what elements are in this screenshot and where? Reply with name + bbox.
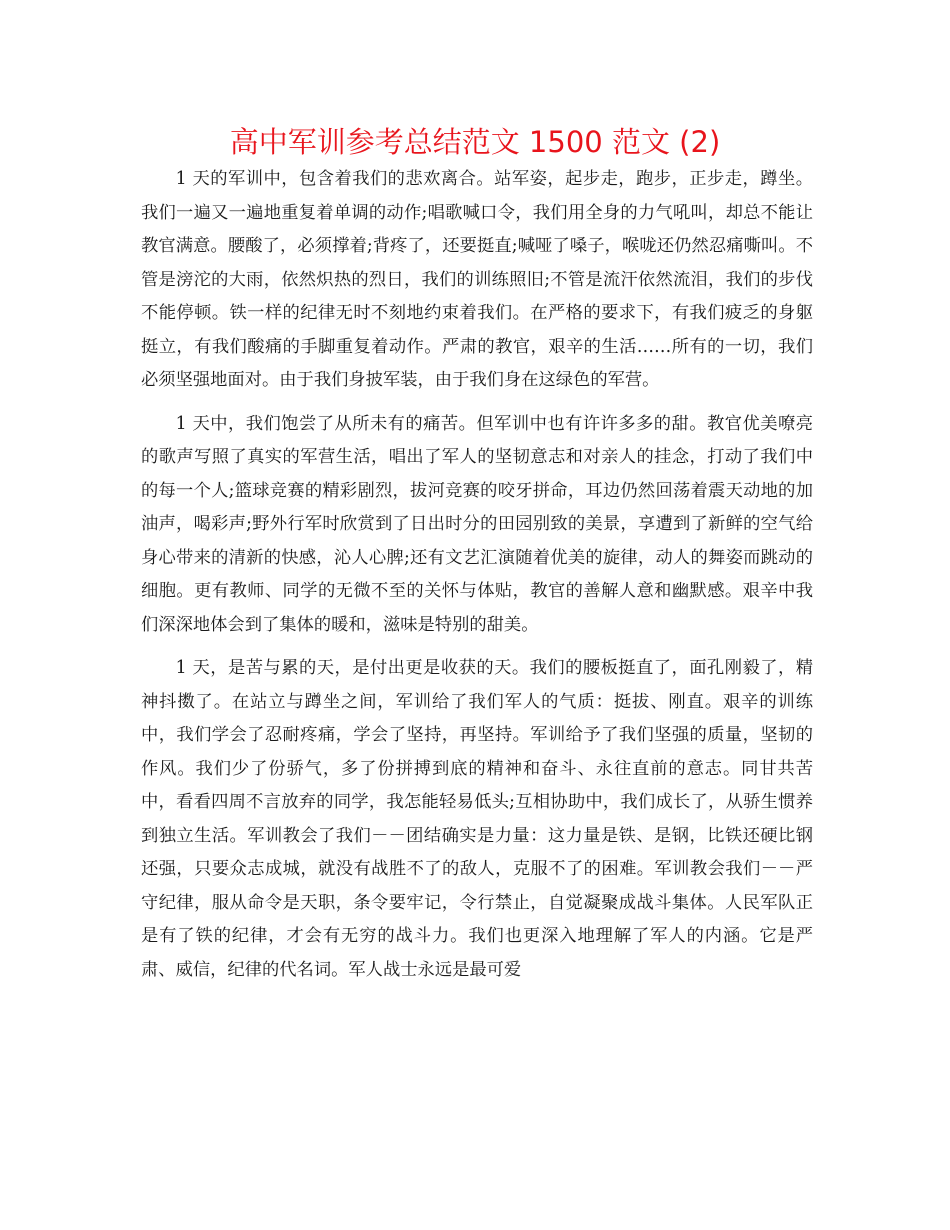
paragraph-3: 1 天，是苦与累的天，是付出更是收获的天。我们的腰板挺直了，面孔刚毅了，精神抖擞了。在站立与蹲坐之间，军训给了我们军人的气质：挺拔、刚直。艰辛的训练中，我们学会了忍耐疼痛，学会了坚持，再坚持。军训给予了我们坚强的质量，坚韧的作风。我们少了份骄气，多了份拼搏到底的精神和奋斗、永往直前的意志。同甘共苦中，看看四周不言放弃的同学，我怎能轻易低头;互相协助中，我们成长了，从骄生惯养到独立生活。军训教会了我们－－团结确实是力量：这力量是铁、是钢，比铁还硬比钢还强，只要众志成城，就没有战胜不了的敌人，克服不了的困难。军训教会我们－－严守纪律，服从命令是天职，条令要牢记，令行禁止，自觉凝聚成战斗集体。人民军队正是有了铁的纪律，才会有无穷的战斗力。我们也更深入地理解了军人的内涵。它是严肃、威信，纪律的代名词。军人战士永远是最可爱 bbox=[141, 658, 813, 980]
document-title: 高中军训参考总结范文 1500 范文 (2) bbox=[229, 125, 721, 159]
paragraph-1: 1 天的军训中，包含着我们的悲欢离合。站军姿，起步走，跑步，正步走，蹲坐。我们一遍又一遍地重复着单调的动作;唱歌喊口令，我们用全身的力气吼叫，却总不能让教官满意。腰酸了，必须撑着;背疼了，还要挺直;喊哑了嗓子，喉咙还仍然忍痛嘶叫。不管是滂沱的大雨，依然炽热的烈日，我们的训练照旧;不管是流汗依然流泪，我们的步伐不能停顿。铁一样的纪律无时不刻地约束着我们。在严格的要求下，有我们疲乏的身躯挺立，有我们酸痛的手脚重复着动作。严肃的教官，艰辛的生活……所有的一切，我们必须坚强地面对。由于我们身披军装，由于我们身在这绿色的军营。 bbox=[141, 169, 813, 390]
paragraph-2: 1 天中，我们饱尝了从所未有的痛苦。但军训中也有许许多多的甜。教官优美嘹亮的歌声写照了真实的军营生活，唱出了军人的坚韧意志和对亲人的挂念，打动了我们中的每一个人;篮球竞赛的精彩剧烈，拔河竞赛的咬牙拼命，耳边仍然回荡着震天动地的加油声，喝彩声;野外行军时欣赏到了日出时分的田园别致的美景，享遭到了新鲜的空气给身心带来的清新的快感，沁人心脾;还有文艺汇演随着优美的旋律，动人的舞姿而跳动的细胞。更有教师、同学的无微不至的关怀与体贴，教官的善解人意和幽默感。艰辛中我们深深地体会到了集体的暖和，滋味是特别的甜美。 bbox=[141, 413, 813, 635]
document-body bbox=[141, 163, 813, 997]
